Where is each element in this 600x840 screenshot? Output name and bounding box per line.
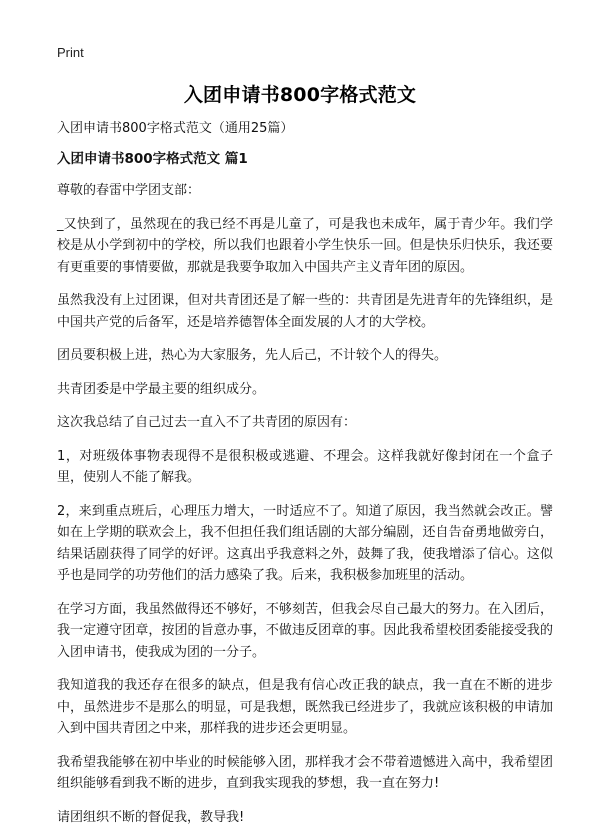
paragraph: 这次我总结了自己过去一直入不了共青团的原因有： [57, 415, 357, 430]
paragraph: 共青团委是中学最主要的组织成分。 [57, 381, 266, 397]
paragraph: 团员要积极上进，热心为大家服务，先人后己，不计较个人的得失。 [57, 348, 448, 363]
paragraph: 2，来到重点班后，心理压力增大，一时适应不了。知道了原因，我当然就会改正。譬如在上学期的联欢会上，我不但担任我们组话剧的大部分编剧，还自告奋勇地做旁白，结果话剧获得了同学的好评。这真出乎我意料之外，鼓舞了我，使我增添了信心。这似乎也是同学的功劳他们的活力感染了我。后来，我积极参加班里的活动。 [57, 503, 553, 583]
paragraph: 在学习方面，我虽然做得还不够好，不够刻苦，但我会尽自己最大的努力。在入团后，我一定遵守团章，按团的旨意办事，不做违反团章的事。因此我希望校团委能接受我的入团申请书，使我成为团的一分子。 [57, 601, 553, 660]
closing-paragraph: 请团组织不断的督促我，教导我! [57, 809, 245, 825]
paragraph: 1，对班级体事物表现得不是很积极或逃避、不理会。这样我就好像封闭在一个盒子里，使别人不能了解我。 [57, 448, 553, 485]
document-subtitle: 入团申请书800字格式范文（通用25篇） [57, 121, 294, 136]
paragraph: 我希望我能够在初中毕业的时候能够入团，那样我才会不带着遗憾进入高中，我希望团组织能够看到我不断的进步，直到我实现我的梦想，我一直在努力! [57, 754, 553, 791]
page-title: 入团申请书800字格式范文 [183, 84, 417, 106]
paragraph: 我知道我的我还存在很多的缺点，但是我有信心改正我的缺点，我一直在不断的进步中，虽然进步不是那么的明显，可是我想，既然我已经进步了，我就应该积极的申请加入到中国共青团之中来，那样我的进步还会更明显。 [57, 678, 553, 736]
paragraph: _又快到了，虽然现在的我已经不再是儿童了，可是我也未成年，属于青少年。我们学校是从小学到初中的学校，所以我们也跟着小学生快乐一回。但是快乐归快乐，我还要有更重要的事情要做，那就是我要争取加入中国共产主义青年团的原因。 [57, 216, 553, 275]
paragraph: 虽然我没有上过团课，但对共青团还是了解一些的：共青团是先进青年的先锋组织，是中国共产党的后备军，还是培养德智体全面发展的人才的大学校。 [57, 293, 553, 330]
document-body [57, 120, 553, 840]
print-link[interactable]: Print [57, 45, 84, 60]
section-heading: 入团申请书800字格式范文 篇1 [57, 151, 248, 167]
salutation: 尊敬的春雷中学团支部： [57, 183, 201, 198]
